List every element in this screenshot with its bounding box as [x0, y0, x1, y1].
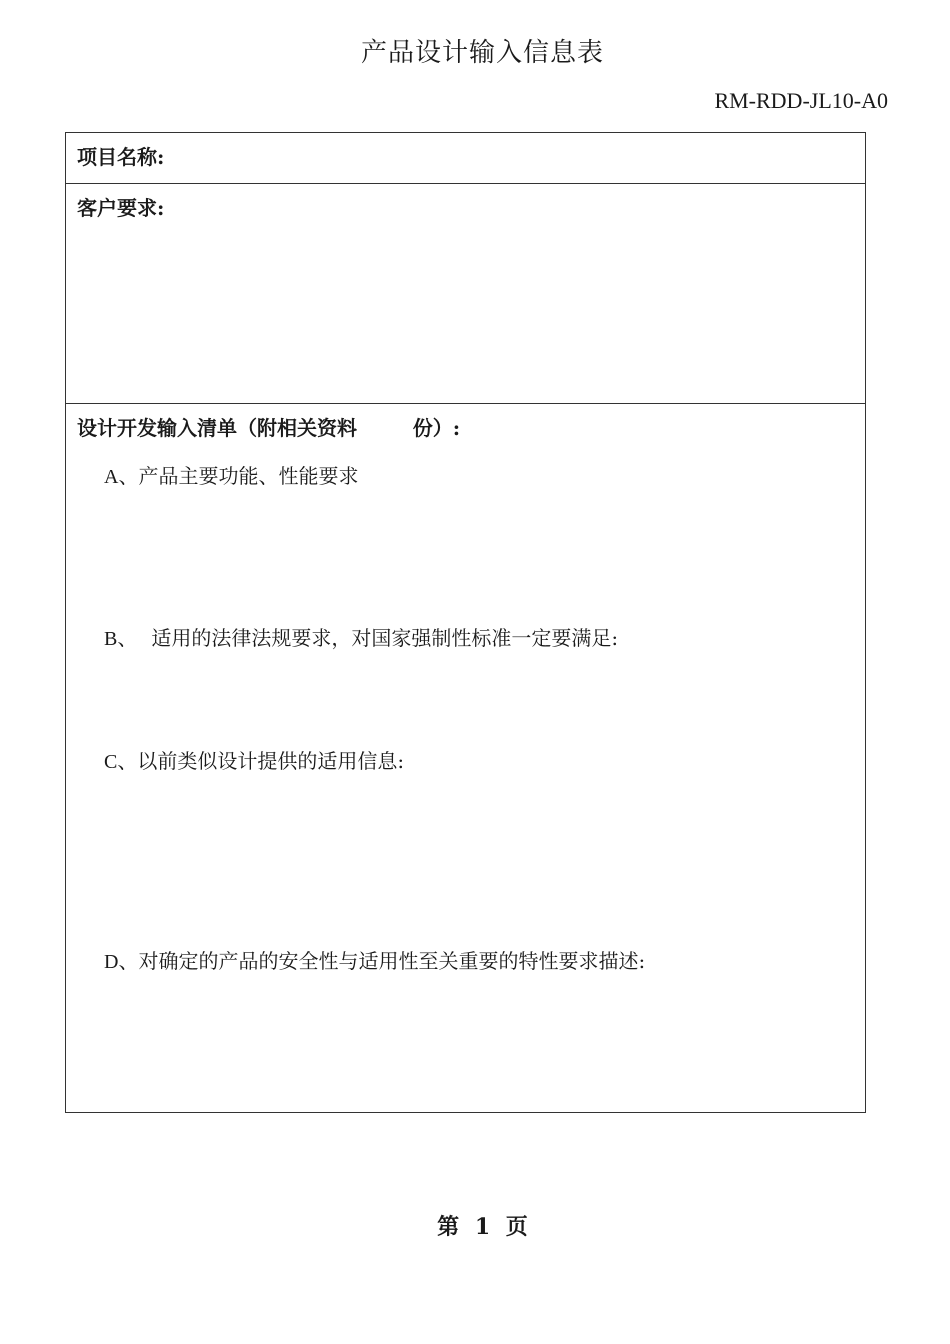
item-d — [104, 945, 645, 974]
customer-requirements-label: 客户要求: — [77, 196, 165, 220]
page-number: 第 1 页 — [437, 1214, 528, 1240]
project-name-row[interactable] — [66, 133, 865, 184]
item-a — [104, 460, 358, 489]
item-d-prefix: D、 — [104, 951, 139, 973]
design-input-list-row[interactable] — [66, 404, 865, 1112]
item-a-text: 产品主要功能、性能要求 — [138, 464, 359, 488]
document-code: RM-RDD-JL10-A0 — [714, 88, 888, 113]
customer-requirements-row[interactable] — [66, 184, 865, 404]
item-c-prefix: C、 — [104, 751, 138, 773]
item-c-text: 以前类似设计提供的适用信息: — [137, 749, 405, 773]
item-b-text: 适用的法律法规要求，对国家强制性标准一定要满足: — [151, 626, 619, 650]
project-name-label: 项目名称: — [77, 145, 165, 169]
item-a-prefix: A、 — [104, 466, 139, 488]
input-info-form — [65, 132, 866, 1113]
document-title: 产品设计输入信息表 — [360, 38, 604, 68]
item-b-prefix: B、 — [104, 628, 138, 650]
design-input-list-label: 设计开发输入清单（附相关资料 份）: — [77, 416, 461, 440]
item-c — [104, 745, 404, 774]
item-d-text: 对确定的产品的安全性与适用性至关重要的特性要求描述: — [138, 949, 646, 973]
item-b — [104, 622, 618, 651]
